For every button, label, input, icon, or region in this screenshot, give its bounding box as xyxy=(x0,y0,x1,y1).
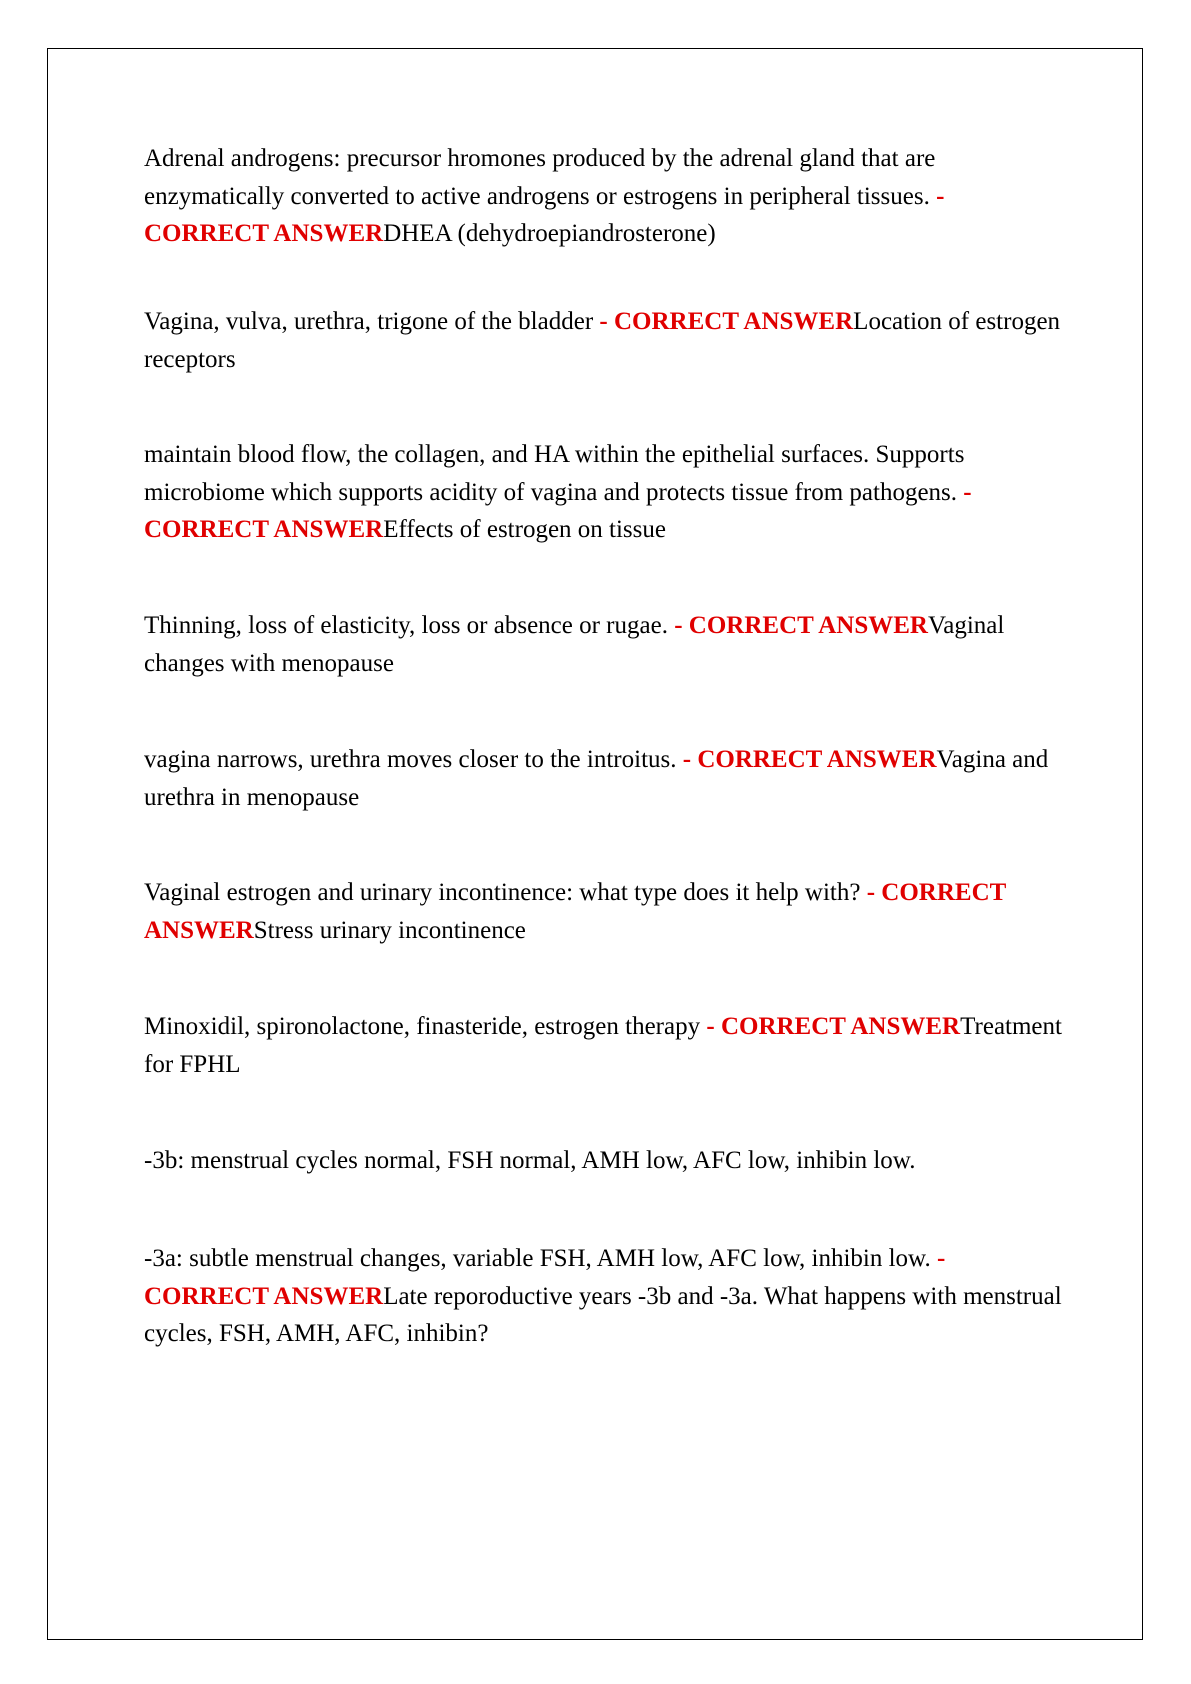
answer-text: Treatment for FPHL xyxy=(144,1013,1062,1078)
question-text: -3a: subtle menstrual changes, variable FSH, AMH low, AFC low, inhibin low. xyxy=(144,1245,931,1272)
qa-item-7 xyxy=(144,1008,1064,1083)
question-text: Adrenal androgens: precursor hromones produced by the adrenal gland that are enzymatically converted to active androgens or estrogens in peripheral tissues. xyxy=(144,145,936,210)
correct-answer-label: CORRECT ANSWER xyxy=(144,516,384,543)
qa-item-3 xyxy=(144,436,1064,549)
answer-text: Stress urinary incontinence xyxy=(253,916,526,944)
qa-item-1 xyxy=(144,140,1064,253)
separator: - xyxy=(593,308,614,335)
correct-answer-label: CORRECT ANSWER xyxy=(144,1282,384,1310)
separator: - xyxy=(676,746,698,773)
correct-answer-label: CORRECT ANSWER xyxy=(688,612,928,639)
separator: - xyxy=(700,1013,721,1040)
answer-text: Effects of estrogen on tissue xyxy=(383,516,666,543)
qa-item-2 xyxy=(144,303,1064,378)
answer-text: Vagina and urethra in menopause xyxy=(144,746,1049,811)
answer-text: Location of estrogen receptors xyxy=(144,308,1061,373)
question-text: Vagina, vulva, urethra, trigone of the bladder xyxy=(144,308,594,335)
answer-text: Late reporoductive years -3b and -3a. What happens with menstrual cycles, FSH, AMH, AFC, inhibin? xyxy=(144,1282,1062,1347)
question-text: Thinning, loss of elasticity, loss or absence or rugae. xyxy=(144,612,668,639)
correct-answer-label: CORRECT ANSWER xyxy=(144,220,384,247)
separator: - xyxy=(929,182,945,210)
question-text: Minoxidil, spironolactone, finasteride, estrogen therapy xyxy=(144,1013,701,1040)
qa-item-9 xyxy=(144,1240,1064,1353)
question-text: Vaginal estrogen and urinary incontinence: what type does it help with? xyxy=(144,879,861,906)
separator: - xyxy=(930,1245,946,1272)
qa-item-6 xyxy=(144,874,1064,949)
question-text: -3b: menstrual cycles normal, FSH normal, AMH low, AFC low, inhibin low. xyxy=(144,1147,916,1174)
page-border xyxy=(47,48,1143,1640)
answer-text: DHEA (dehydroepiandrosterone) xyxy=(383,220,716,247)
correct-answer-label: CORRECT ANSWER xyxy=(144,879,1006,944)
qa-item-8 xyxy=(144,1142,1064,1180)
correct-answer-label: CORRECT ANSWER xyxy=(697,746,937,773)
separator: - xyxy=(957,478,972,506)
correct-answer-label: CORRECT ANSWER xyxy=(613,308,854,335)
question-text: maintain blood flow, the collagen, and HA within the epithelial surfaces. Supports microbiome which supports acidity of vagina and protects tissue from pathogens. xyxy=(144,441,965,506)
qa-item-5 xyxy=(144,741,1064,816)
answer-text: Vaginal changes with menopause xyxy=(144,612,1005,677)
question-text: vagina narrows, urethra moves closer to the introitus. xyxy=(144,746,677,773)
qa-item-4 xyxy=(144,607,1064,682)
separator: - xyxy=(667,612,689,639)
correct-answer-label: CORRECT ANSWER xyxy=(720,1013,961,1040)
separator: - xyxy=(860,879,882,906)
